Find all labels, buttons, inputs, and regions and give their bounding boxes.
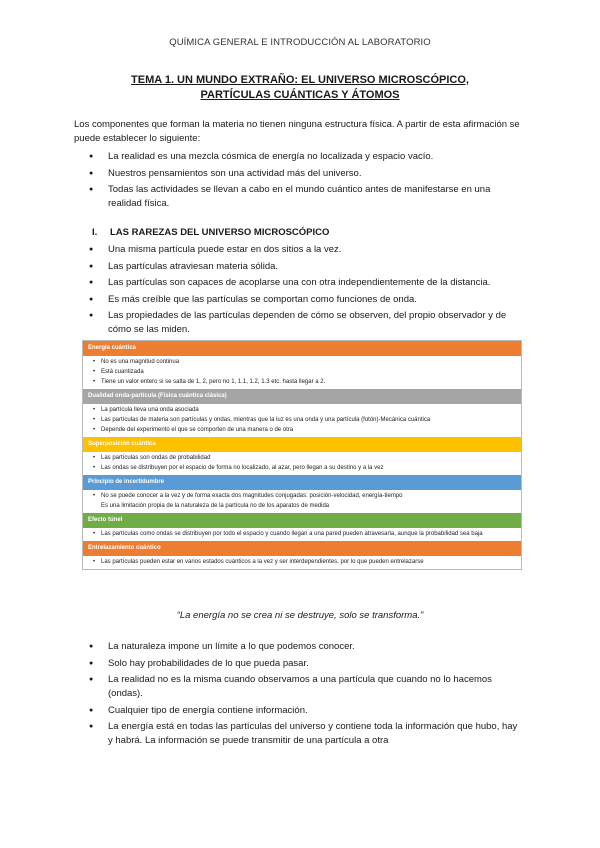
list-item: ● Solo hay probabilidades de lo que pueda pasar. [74, 657, 524, 671]
table-section-body [83, 452, 521, 475]
list-item: ● Es más creíble que las partículas se comportan como funciones de onda. [74, 293, 526, 307]
table-header-dualidad: Dualidad onda-partícula (Física cuántica clásica) [83, 389, 521, 404]
table-section-body [83, 356, 521, 389]
table-header-energia-cuantica: Energía cuántica [83, 341, 521, 356]
table-row: • No se puede conocer a la vez y de forma exacta dos magnitudes conjugadas: posición-velocidad, energía-tiempo [93, 491, 517, 501]
table-header-entrelazamiento: Entrelazamiento cuántico [83, 541, 521, 556]
list-item: ● La realidad no es la misma cuando observamos a una partícula que cuando no lo hacemos (ondas). [74, 673, 524, 701]
list-item: ● La energía está en todas las partículas del universo y contiene toda la información que hubo, hay y habrá. La información se puede transmitir de una partícula a otra [74, 720, 524, 748]
table-row: • Las partículas como ondas se distribuyen por todo el espacio y cuando llegan a una pared pueden atravesarla, aunque la probabilidad sea baja [93, 529, 517, 539]
section-heading [92, 227, 329, 238]
document-title [0, 73, 600, 103]
title-line-2: PARTÍCULAS CUÁNTICAS Y ÁTOMOS [200, 89, 400, 101]
closing-bullet-list [74, 640, 524, 751]
table-header-incertidumbre: Principio de incertidumbre [83, 475, 521, 490]
table-section-body [83, 490, 521, 513]
title-line-1: TEMA 1. UN MUNDO EXTRAÑO: EL UNIVERSO MICROSCÓPICO, [131, 74, 469, 86]
table-header-efecto-tunel: Efecto túnel [83, 513, 521, 528]
quantum-concepts-table [82, 340, 522, 570]
table-row: • Las partículas pueden estar en varios estados cuánticos a la vez y ser interdependientes, por lo que pueden entrelazarse [93, 557, 517, 567]
table-row: • Está cuantizada [93, 367, 517, 377]
list-item: ● Una misma partícula puede estar en dos sitios a la vez. [74, 243, 526, 257]
list-item: ● Las partículas atraviesan materia sólida. [74, 260, 526, 274]
list-item: ● La naturaleza impone un límite a lo que podemos conocer. [74, 640, 524, 654]
table-section-body [83, 556, 521, 569]
table-row: • Las partículas de materia son partículas y ondas, mientras que la luz es una onda y una partícula (fotón)-Mecánica cuántica [93, 415, 517, 425]
table-row: • Las partículas son ondas de probabilidad [93, 453, 517, 463]
list-item: ● Todas las actividades se llevan a cabo en el mundo cuántico antes de manifestarse en una realidad física. [74, 183, 524, 211]
section-number: I. [92, 227, 98, 238]
table-section-body [83, 528, 521, 541]
intro-bullet-list [74, 150, 524, 214]
table-row: • Depende del experimento el que se comporten de una manera o de otra [93, 425, 517, 435]
table-header-superposicion: Superposición cuántica [83, 437, 521, 452]
table-row: • La partícula lleva una onda asociada [93, 405, 517, 415]
page-header: QUÍMICA GENERAL E INTRODUCCIÓN AL LABORATORIO [169, 37, 431, 48]
list-item: ● Nuestros pensamientos son una actividad más del universo. [74, 167, 524, 181]
table-section-body [83, 404, 521, 437]
section-bullet-list [74, 243, 526, 340]
list-item: ● Las partículas son capaces de acoplarse una con otra independientemente de la distancia. [74, 276, 526, 290]
table-row: • Tiene un valor entero si se salta de 1, 2, pero no 1, 1.1, 1.2, 1.3 etc. hasta llegar a 2. [93, 377, 517, 387]
table-row: • No es una magnitud continua [93, 357, 517, 367]
table-row: • Las ondas se distribuyen por el espacio de forma no localizado, al azar, pero llegan a su destino y a la vez [93, 463, 517, 473]
list-item: ● La realidad es una mezcla cósmica de energía no localizada y espacio vacío. [74, 150, 524, 164]
quote: “La energía no se crea ni se destruye, solo se transforma.” [176, 610, 424, 621]
section-title: LAS RAREZAS DEL UNIVERSO MICROSCÓPICO [110, 227, 330, 238]
list-item: ● Cualquier tipo de energía contiene información. [74, 704, 524, 718]
list-item: ● Las propiedades de las partículas dependen de cómo se observen, del propio observador y de cómo se las miden. [74, 309, 526, 337]
table-row: Es una limitación propia de la naturaleza de la partícula no de los aparatos de medida [101, 503, 330, 509]
intro-paragraph: Los componentes que forman la materia no tienen ninguna estructura física. A partir de esta afirmación se puede establecer lo siguiente: [74, 119, 520, 144]
